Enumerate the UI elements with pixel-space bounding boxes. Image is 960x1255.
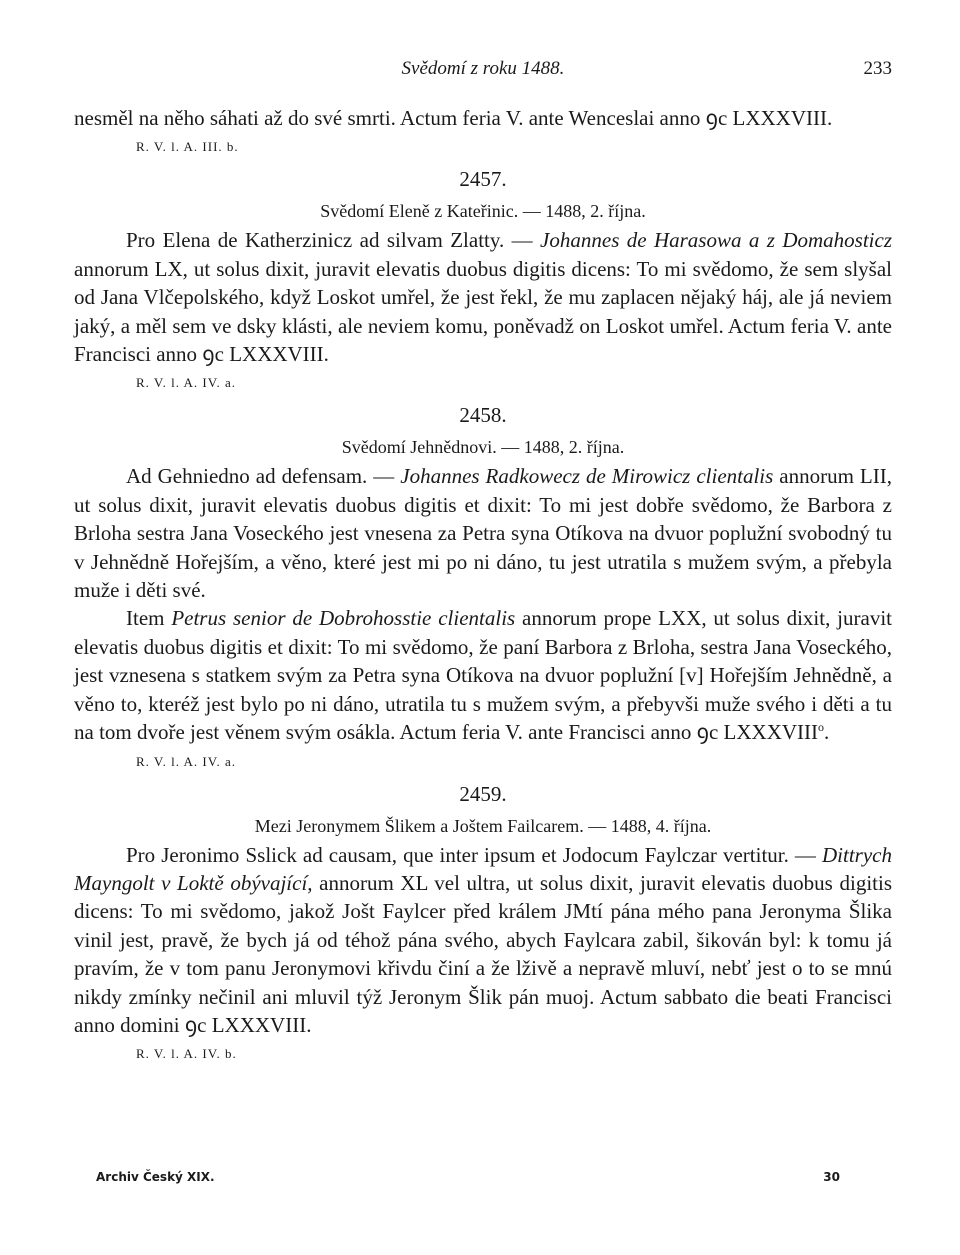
witness-name: Dittrych Mayngolt v Loktě obývající, bbox=[74, 842, 892, 895]
paragraph-text: Pro Elena de Katherzinicz ad silvam Zlatty. — bbox=[126, 228, 541, 253]
paragraph-text: annorum prope LXX, ut solus dixit, juravit elevatis duobus digitis et dixit: To mi svědomo, že paní Barbora z Brloha, sestra Jana Voseckého, jest vznesena s statkem svým za Petra syna Otíkova na dvuor poplužní [v] Hořejším Jehnědně, a věno to, kteréž jest bylo po ni dáno, utratila tu s mužem svým, a přebyvši muže svého i děti a tu na tom dvoře jest věnem svým osákla. Actum feria V. ante Francisci anno ꝯc LXXXVIII bbox=[74, 606, 893, 745]
page-number: 233 bbox=[863, 58, 892, 79]
paragraph-text: annorum LX, ut solus dixit, juravit elevatis duobus digitis dicens: To mi svědomo, že sem slyšal od Jana Vlčepolského, když Loskot umřel, že jest řekl, že mu zaplacen nějaký háj, ale já neviem jaký, a měl sem ve dsky klásti, ale neviem komu, poněvadž on Loskot umřel. Actum feria V. ante Francisci anno ꝯc LXXXVIII. bbox=[74, 256, 892, 367]
page-body bbox=[74, 104, 892, 1065]
archive-signature: R. V. l. A. IV. a. bbox=[136, 375, 236, 391]
running-title: Svědomí z roku 1488. bbox=[401, 58, 565, 79]
superscript: o bbox=[818, 720, 825, 735]
sheet-number: 30 bbox=[823, 1170, 840, 1184]
continued-paragraph: nesměl na něho sáhati až do své smrti. Actum feria V. ante Wenceslai anno ꝯc LXXXVIII. bbox=[74, 106, 833, 130]
witness-name: Johannes de Harasowa a z Domahosticz bbox=[540, 228, 892, 253]
paragraph-text: annorum LII, ut solus dixit, juravit elevatis duobus digitis et dixit: To mi jest dobře svědomo, že Barbora z Brloha sestra Jana Voseckého jest vnesena za Petra syna Otíkova na dvuor poplužní svobodný tu v Jehnědně Hořejším, a věno, které jest mi po ni dáno, tu jest utratila s mužem svým, a přebyla muže i děti své. bbox=[74, 464, 893, 603]
archive-signature: R. V. l. A. IV. b. bbox=[136, 1046, 237, 1062]
entry-paragraph bbox=[74, 841, 892, 1040]
paragraph-text: Pro Jeronimo Sslick ad causam, que inter ipsum et Jodocum Faylczar vertitur. — bbox=[126, 842, 823, 867]
archive-signature: R. V. l. A. III. b. bbox=[136, 139, 239, 155]
paragraph-text: Ad Gehniedno ad defensam. — bbox=[126, 464, 401, 489]
witness-name: Johannes Radkowecz de Mirowicz clientalis bbox=[400, 464, 774, 489]
paragraph-text: . bbox=[824, 720, 830, 745]
paragraph-text: annorum XL vel ultra, ut solus dixit, juravit elevatis duobus digitis dicens: To mi svědomo, jakož Jošt Faylcer před králem JMtí pána mého pana Jeronyma Šlika vinil jest, pravě, že bych já od téhož pána svého, abych Faylcara zabil, šikován byl: k tomu já pravím, že v tom panu Jeronymovi křivdu činí a že lživě a nepravě mluví, nebť jest o to se mnú nikdy zmínky nečinil ani mluvil týž Jeronym Šlik pán muoj. Actum sabbato die beati Francisci anno domini ꝯc LXXXVIII. bbox=[74, 870, 892, 1037]
paragraph-text: Item bbox=[126, 606, 172, 631]
entry-paragraph bbox=[74, 462, 892, 604]
volume-mark: Archiv Český XIX. bbox=[96, 1170, 215, 1184]
entry-number: 2457. bbox=[459, 167, 507, 192]
entry-paragraph bbox=[74, 226, 892, 368]
entry-number: 2458. bbox=[459, 403, 507, 428]
entry-number: 2459. bbox=[459, 781, 507, 806]
witness-name: Petrus senior de Dobrohosstie clientalis bbox=[171, 606, 516, 631]
entry-paragraph bbox=[74, 604, 892, 746]
page-header bbox=[74, 58, 892, 84]
entry-title: Svědomí Jehnědnovi. — 1488, 2. října. bbox=[341, 437, 625, 458]
entry-title: Svědomí Eleně z Kateřinic. — 1488, 2. října. bbox=[320, 201, 646, 222]
page-footer bbox=[74, 1170, 892, 1192]
archive-signature: R. V. l. A. IV. a. bbox=[136, 753, 236, 769]
entry-title: Mezi Jeronymem Šlikem a Joštem Failcarem. — 1488, 4. října. bbox=[254, 815, 712, 836]
